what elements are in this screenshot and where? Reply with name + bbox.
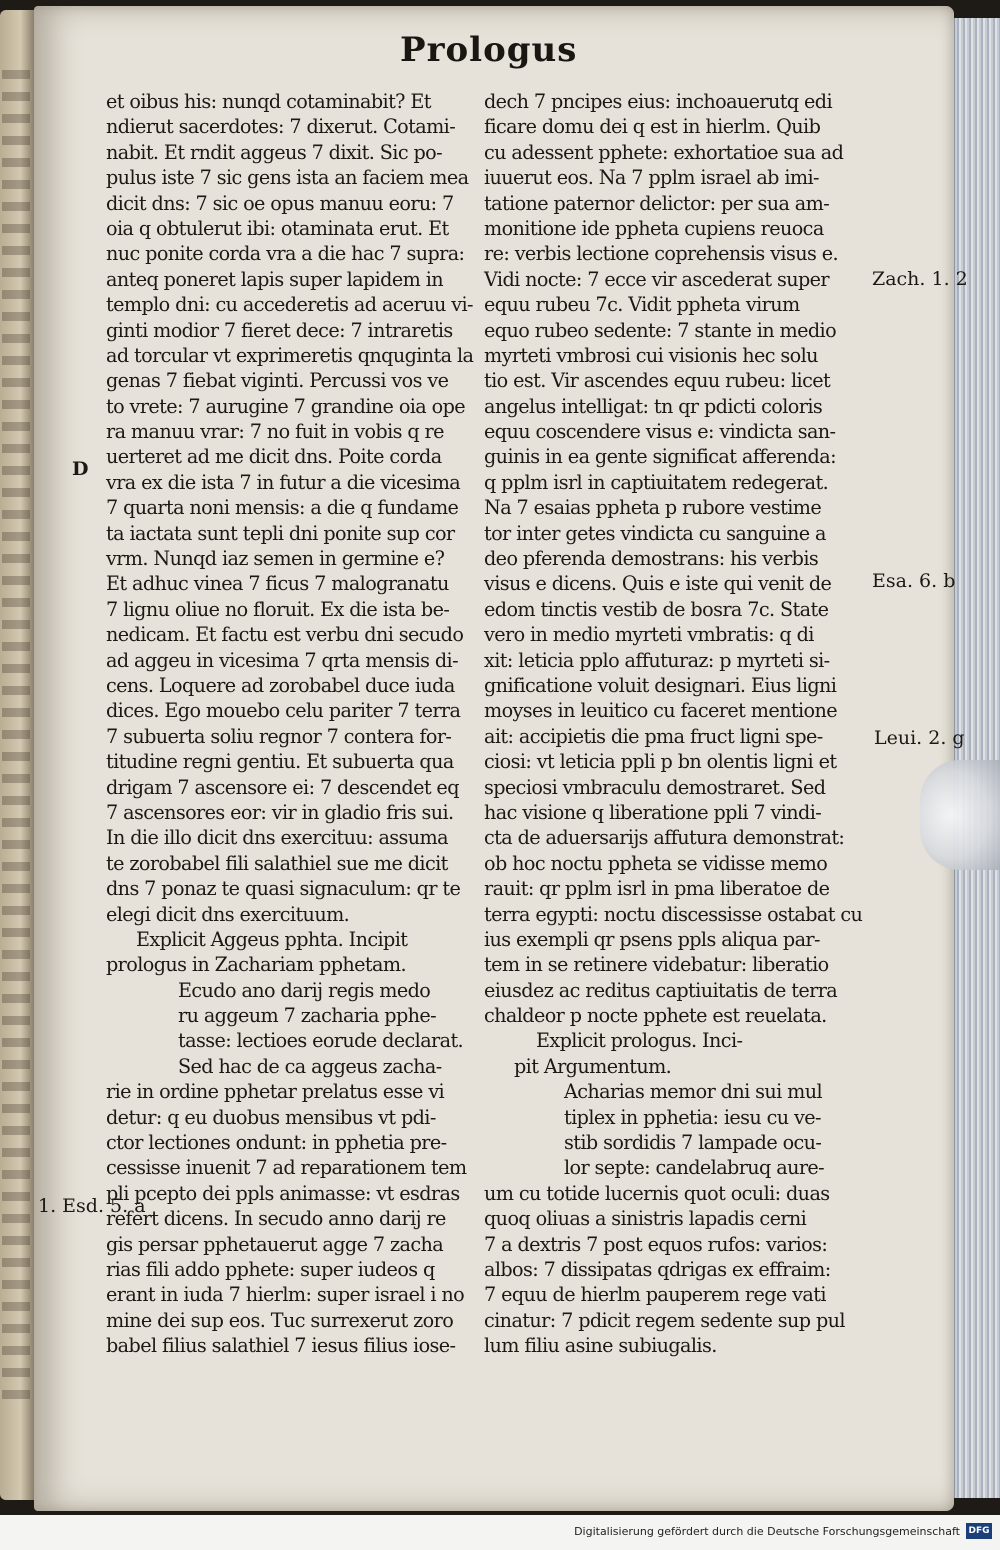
margin-note-esd: 1. Esd. 5. a (38, 1195, 146, 1217)
text-line: Explicit prologus. Inci- (536, 1029, 743, 1053)
text-line: ob hoc noctu ppheta se vidisse memo (484, 851, 828, 875)
text-line: chaldeor p nocte pphete est reuelata. (484, 1004, 827, 1028)
text-line: tem in se retinere videbatur: liberatio (484, 953, 829, 977)
text-line: dicit dns: 7 sic oe opus manuu eoru: 7 (106, 191, 454, 215)
text-line: Et adhuc vinea 7 ficus 7 malogranatu (106, 572, 449, 596)
text-line: te zorobabel fili salathiel sue me dicit (106, 851, 448, 875)
text-line: quoq oliuas a sinistris lapadis cerni (484, 1207, 807, 1231)
text-line: 7 subuerta soliu regnor 7 contera for- (106, 724, 452, 748)
margin-letter: D (72, 458, 89, 480)
text-line: equo rubeo sedente: 7 stante in medio (484, 318, 837, 342)
text-line: iuuerut eos. Na 7 pplm israel ab imi- (484, 166, 819, 190)
text-line: Sed hac de ca aggeus zacha- (178, 1054, 442, 1078)
text-line: dns 7 ponaz te quasi signaculum: qr te (106, 877, 461, 901)
dfg-logo: DFG (966, 1523, 992, 1539)
right-column (484, 89, 862, 1359)
text-line: terra egypti: noctu discessisse ostabat cu (484, 902, 863, 926)
page-title: Prologus (400, 30, 578, 70)
text-line: dech 7 pncipes eius: inchoauerutq edi (484, 90, 833, 113)
text-line: elegi dicit dns exercituum. (106, 902, 350, 926)
text-line: refert dicens. In secudo anno darij re (106, 1207, 446, 1231)
text-line: ctor lectiones ondunt: in pphetia pre- (106, 1131, 447, 1155)
text-line: 7 equu de hierlm pauperem rege vati (484, 1283, 826, 1307)
text-line: uerteret ad me dicit dns. Poite corda (106, 445, 442, 469)
text-line: nabit. Et rndit aggeus 7 dixit. Sic po- (106, 140, 443, 164)
text-line: angelus intelligat: tn qr pdicti coloris (484, 394, 823, 418)
text-line: tio est. Vir ascendes equu rubeu: licet (484, 369, 831, 393)
text-line: cens. Loquere ad zorobabel duce iuda (106, 673, 455, 697)
text-line: mine dei sup eos. Tuc surrexerut zoro (106, 1308, 454, 1332)
text-line: re: verbis lectione coprehensis visus e. (484, 242, 838, 266)
footer-credit: Digitalisierung gefördert durch die Deutsche Forschungsgemeinschaft (574, 1525, 960, 1538)
text-line: drigam 7 ascensore ei: 7 descendet eq (106, 775, 459, 799)
text-line: ru aggeum 7 zacharia pphe- (178, 1004, 437, 1028)
text-line: 7 a dextris 7 post equos rufos: varios: (484, 1232, 828, 1256)
text-line: monitione ide ppheta cupiens reuoca (484, 216, 824, 240)
text-line: lum filiu asine subiugalis. (484, 1334, 717, 1358)
text-line: Ecudo ano darij regis medo (178, 978, 431, 1002)
text-line: eiusdez ac reditus captiuitatis de terra (484, 978, 838, 1002)
text-line: cinatur: 7 pdicit regem sedente sup pul (484, 1308, 845, 1332)
text-line: guinis in ea gente significat afferenda: (484, 445, 836, 469)
text-line: cessisse inuenit 7 ad reparationem tem (106, 1156, 467, 1180)
text-line: ficare domu dei q est in hierlm. Quib (484, 115, 821, 139)
text-line: 7 quarta noni mensis: a die q fundame (106, 496, 459, 520)
text-line: pulus iste 7 sic gens ista an faciem mea (106, 166, 469, 190)
left-column (106, 89, 473, 1359)
text-line: babel filius salathiel 7 iesus filius iose- (106, 1334, 456, 1358)
text-line: Acharias memor dni sui mul (564, 1080, 823, 1104)
text-line: 7 ascensores eor: vir in gladio fris sui. (106, 800, 454, 824)
text-line: In die illo dicit dns exercituu: assuma (106, 826, 448, 850)
text-line: stib sordidis 7 lampade ocu- (564, 1131, 822, 1155)
text-line: um cu totide lucernis quot oculi: duas (484, 1181, 830, 1205)
text-line: moyses in leuitico cu faceret mentione (484, 699, 837, 723)
previous-page-edge (0, 10, 34, 1500)
text-line: oia q obtulerut ibi: otaminata erut. Et (106, 216, 449, 240)
text-line: templo dni: cu accederetis ad aceruu vi- (106, 293, 473, 317)
text-line: cta de aduersarijs affutura demonstrat: (484, 826, 845, 850)
text-line: lor septe: candelabruq aure- (564, 1156, 825, 1180)
text-line: ait: accipietis die pma fruct ligni spe- (484, 724, 823, 748)
text-line: prologus in Zachariam pphetam. (106, 953, 406, 977)
margin-note-zach: Zach. 1. 2 (872, 268, 968, 290)
text-line: rie in ordine pphetar prelatus esse vi (106, 1080, 445, 1104)
text-line: rauit: qr pplm isrl in pma liberatoe de (484, 877, 830, 901)
text-line: cu adessent pphete: exhortatioe sua ad (484, 140, 844, 164)
text-line: detur: q eu duobus mensibus vt pdi- (106, 1105, 436, 1129)
text-line: ciosi: vt leticia ppli p bn olentis ligni et (484, 750, 837, 774)
text-line: nedicam. Et factu est verbu dni secudo (106, 623, 464, 647)
margin-note-esa: Esa. 6. b (872, 570, 956, 592)
text-line: speciosi vmbraculu demostraret. Sed (484, 775, 826, 799)
text-line: genas 7 fiebat viginti. Percussi vos ve (106, 369, 449, 393)
text-line: albos: 7 dissipatas qdrigas ex effraim: (484, 1257, 831, 1281)
text-line: nuc ponite corda vra a die hac 7 supra: (106, 242, 465, 266)
page-stack-edge (954, 18, 1000, 1498)
text-line: equu rubeu 7c. Vidit ppheta virum (484, 293, 800, 317)
text-line: gnificatione voluit designari. Eius ligni (484, 673, 837, 697)
text-line: ad aggeu in vicesima 7 qrta mensis di- (106, 648, 458, 672)
text-line: gis persar pphetauerut agge 7 zacha (106, 1232, 444, 1256)
text-line: edom tinctis vestib de bosra 7c. State (484, 597, 829, 621)
margin-note-leui: Leui. 2. g (874, 727, 965, 749)
text-line: ra manuu vrar: 7 no fuit in vobis q re (106, 420, 444, 444)
text-line: ta iactata sunt tepli dni ponite sup cor (106, 521, 455, 545)
text-line: to vrete: 7 aurugine 7 grandine oia ope (106, 394, 466, 418)
text-line: tor inter getes vindicta cu sanguine a (484, 521, 826, 545)
text-line: 7 lignu oliue no floruit. Ex die ista be- (106, 597, 450, 621)
text-line: xit: leticia pplo affuturaz: p myrteti si- (484, 648, 830, 672)
text-line: dices. Ego mouebo celu pariter 7 terra (106, 699, 461, 723)
text-line: ius exempli qr psens ppls aliqua par- (484, 927, 820, 951)
text-line: deo pferenda demostrans: his verbis (484, 547, 819, 571)
footer-bar (0, 1515, 1000, 1550)
text-line: titudine regni gentiu. Et subuerta qua (106, 750, 454, 774)
text-line: visus e dicens. Quis e iste qui venit de (484, 572, 832, 596)
text-line: rias fili addo pphete: super iudeos q (106, 1257, 435, 1281)
text-line: equu coscendere visus e: vindicta san- (484, 420, 836, 444)
text-line: tasse: lectioes eorude declarat. (178, 1029, 464, 1053)
text-line: Na 7 esaias ppheta p rubore vestime (484, 496, 822, 520)
text-line: anteq poneret lapis super lapidem in (106, 267, 444, 291)
text-line: myrteti vmbrosi cui visionis hec solu (484, 343, 818, 367)
text-line: vero in medio myrteti vmbratis: q di (484, 623, 814, 647)
text-line: pit Argumentum. (514, 1054, 672, 1078)
page-clip (920, 760, 1000, 870)
text-line: pli pcepto dei ppls animasse: vt esdras (106, 1181, 460, 1205)
text-line: ad torcular vt exprimeretis qnquginta la (106, 343, 474, 367)
text-line: Vidi nocte: 7 ecce vir ascederat super (484, 267, 829, 291)
text-line: Explicit Aggeus pphta. Incipit (136, 927, 408, 951)
text-line: ndierut sacerdotes: 7 dixerut. Cotami- (106, 115, 456, 139)
text-line: tatione paternor delictor: per sua am- (484, 191, 830, 215)
text-line: vra ex die ista 7 in futur a die vicesima (106, 470, 461, 494)
text-line: ginti modior 7 fieret dece: 7 intraretis (106, 318, 453, 342)
text-line: q pplm isrl in captiuitatem redegerat. (484, 470, 829, 494)
text-line: hac visione q liberatione ppli 7 vindi- (484, 800, 822, 824)
text-line: et oibus his: nunqd cotaminabit? Et (106, 90, 431, 113)
text-line: erant in iuda 7 hierlm: super israel i no (106, 1283, 465, 1307)
text-line: tiplex in pphetia: iesu cu ve- (564, 1105, 821, 1129)
text-line: vrm. Nunqd iaz semen in germine e? (106, 547, 445, 571)
